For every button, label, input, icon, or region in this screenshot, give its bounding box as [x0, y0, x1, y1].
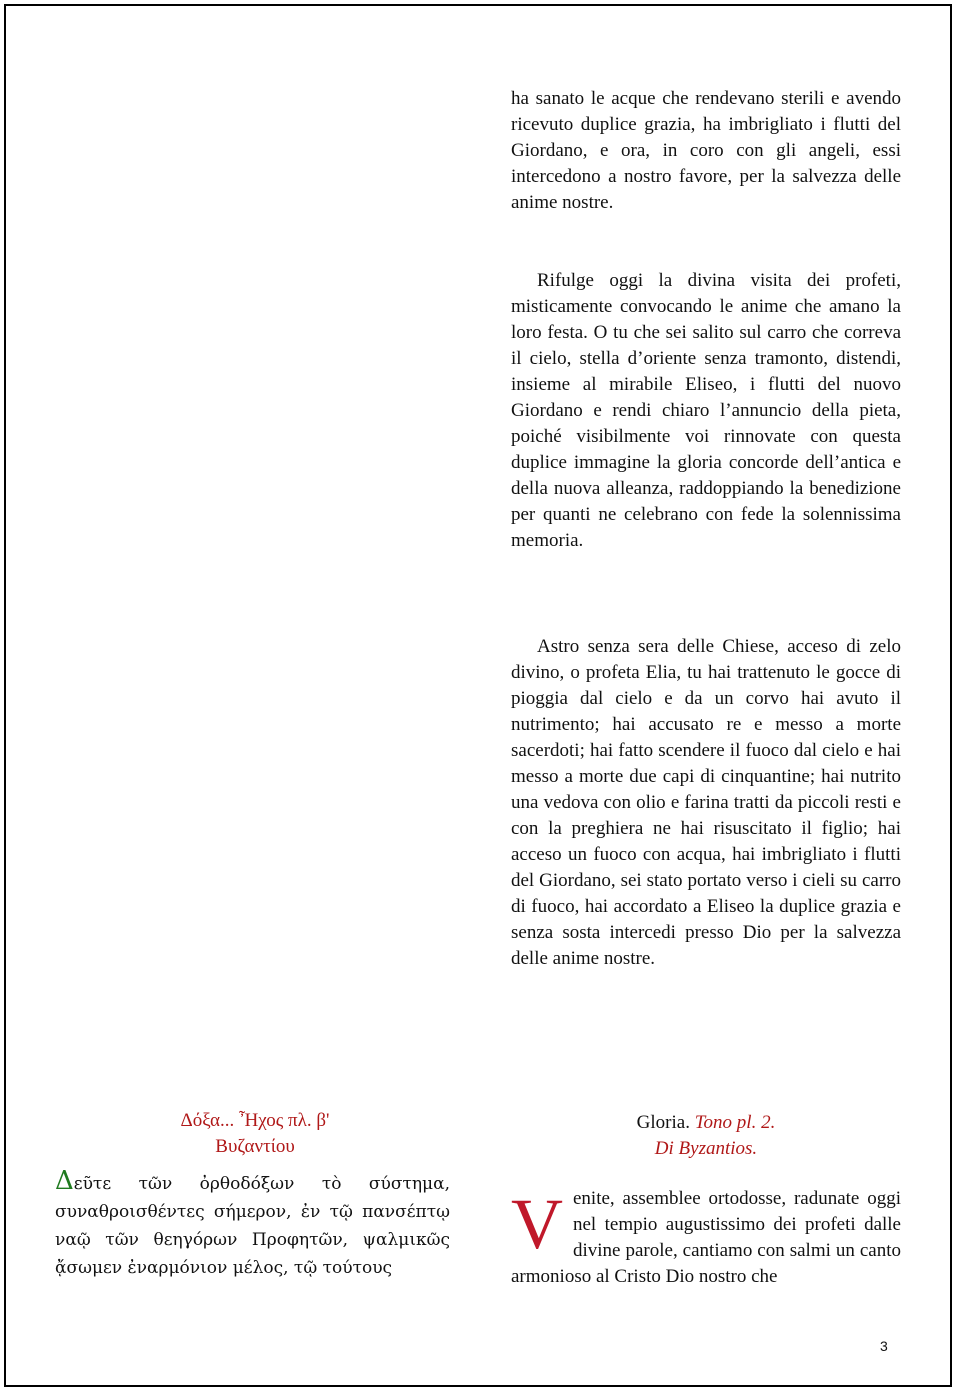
greek-heading-title: Δόξα... Ἦχος πλ. β': [180, 1110, 330, 1131]
italian-heading-byzantios: Di Byzantios.: [654, 1138, 758, 1159]
italian-heading-tone: Tono pl. 2.: [694, 1112, 776, 1133]
paragraph-3: [511, 634, 901, 972]
italian-heading-title: Gloria.: [636, 1112, 690, 1133]
italian-heading: [511, 1110, 901, 1162]
drop-cap-letter: V: [511, 1184, 563, 1264]
italian-hymn-text: enite, assemblee ortodosse, radunate oggi nel tempio augustissimo dei profeti dalle divine parole, cantiamo con salmi un canto armonioso al Cristo Dio nostro che: [511, 1188, 901, 1287]
greek-initial-letter: Δ: [55, 1166, 74, 1196]
paragraph-1-text: ha sanato le acque che rendevano sterili e avendo ricevuto duplice grazia, ha imbrigliato i flutti del Giordano, e ora, in coro con gli angeli, essi intercedono a nostro favore, per la salvezza delle anime nostre.: [511, 88, 901, 213]
page-number: 3: [880, 1338, 888, 1354]
paragraph-2-text: Rifulge oggi la divina visita dei profeti, misticamente convocando le anime che amano la loro festa. O tu che sei salito sul carro che correva il cielo, stella d’oriente senza tramonto, distendi, insieme al mirabile Eliseo, i flutti del nuovo Giordano e rendi chiaro l’annuncio della pieta, poiché visibilmente voi rinnovate con questa duplice immagine la gloria concorde dell’antica e della nuova alleanza, raddoppiando la benedizione per quanti ne celebrano con fede la solennissima memoria.: [511, 270, 901, 551]
paragraph-3-text: Astro senza sera delle Chiese, acceso di zelo divino, o profeta Elia, tu hai trattenuto le gocce di pioggia dal cielo e da un corvo hai avuto il nutrimento; hai accusato re e messo a morte sacerdoti; hai fatto scendere il fuoco dal cielo e hai messo a morte due capi di cinquantine; hai nutrito una vedova con olio e farina tratti da piccoli resti e con la preghiera ne hai risuscitato il figlio; hai acceso un fuoco con acqua, hai imbrigliato i flutti del Giordano, sei stato portato verso i cieli su carro di fuoco, hai accordato a Eliseo la duplice grazia e senza sosta intercedi presso Dio per la salvezza delle anime nostre.: [511, 636, 901, 969]
paragraph-2: [511, 268, 901, 554]
paragraph-1: [511, 86, 901, 216]
greek-heading: [55, 1108, 455, 1160]
italian-hymn: [511, 1186, 901, 1290]
greek-heading-subtitle: Βυζαντίου: [215, 1136, 295, 1157]
greek-hymn: [55, 1166, 450, 1282]
greek-hymn-text: εῦτε τῶν ὀρθοδόξων τὸ σύστημα, συναθροισθέντες σήμερον, ἐν τῷ πανσέπτῳ ναῷ τῶν θεηγόρων Προφητῶν, ψαλμικῶς ᾄσωμεν ἐναρμόνιον μέλος, τῷ τούτους: [55, 1174, 450, 1278]
